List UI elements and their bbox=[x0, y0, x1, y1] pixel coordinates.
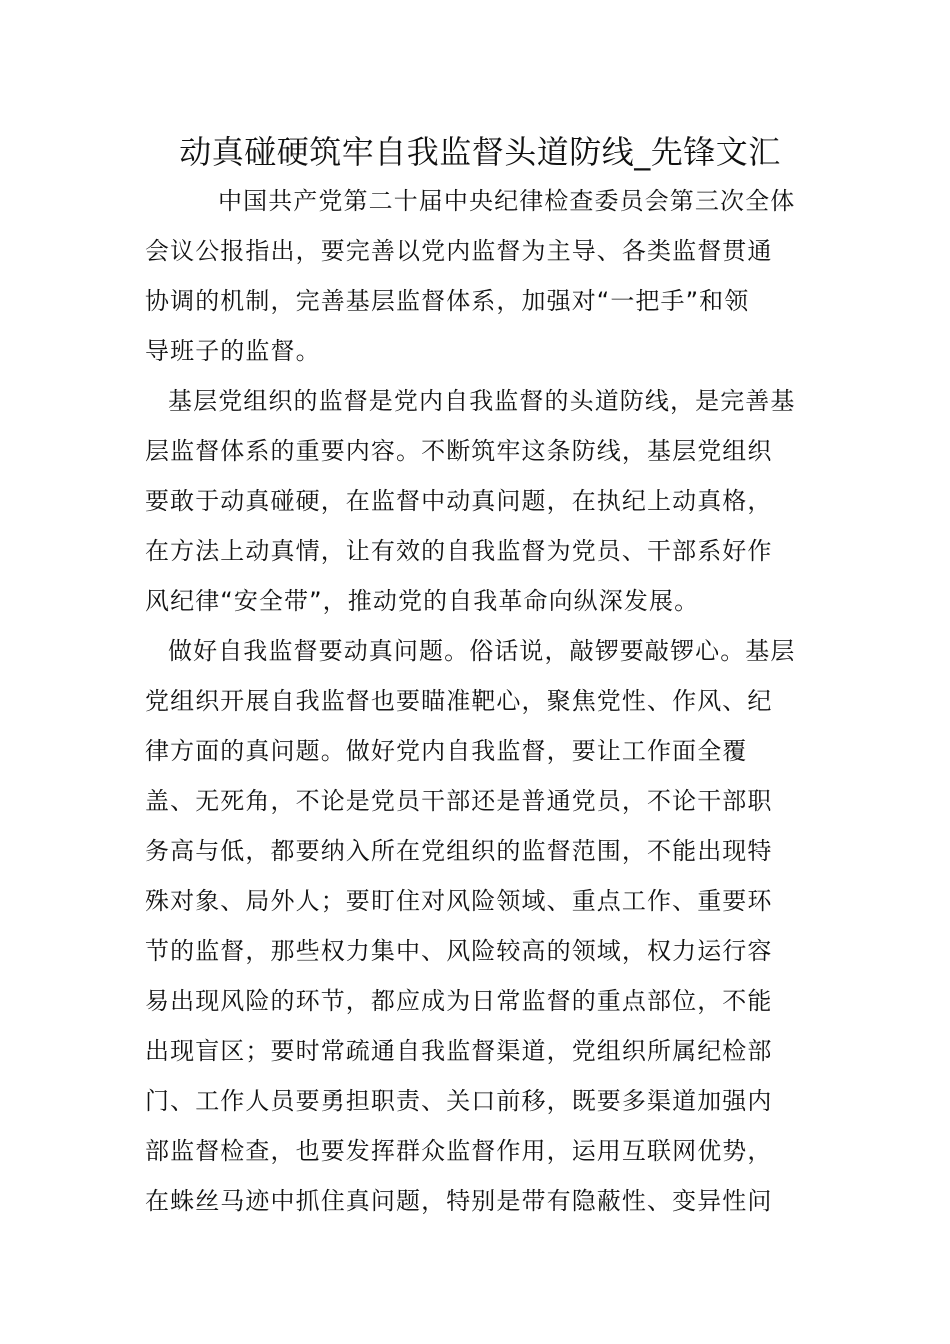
paragraph-3-line-3: 律方面的真问题。做好党内自我监督，要让工作面全覆 bbox=[145, 737, 748, 765]
page-title: 动真碰硬筑牢自我监督头道防线_先锋文汇 bbox=[179, 133, 781, 171]
paragraph-3-line-11: 部监督检查，也要发挥群众监督作用，运用互联网优势， bbox=[145, 1137, 773, 1165]
paragraph-2-line-4: 在方法上动真情，让有效的自我监督为党员、干部系好作 bbox=[145, 537, 773, 565]
paragraph-3-line-1: 做好自我监督要动真问题。俗话说，敲锣要敲锣心。基层 bbox=[168, 637, 796, 665]
paragraph-3-line-8: 易出现风险的环节，都应成为日常监督的重点部位，不能 bbox=[145, 987, 773, 1015]
paragraph-2-line-1: 基层党组织的监督是党内自我监督的头道防线，是完善基 bbox=[168, 387, 796, 415]
paragraph-3-line-7: 节的监督，那些权力集中、风险较高的领域，权力运行容 bbox=[145, 937, 773, 965]
paragraph-2-line-3: 要敢于动真碰硬，在监督中动真问题，在执纪上动真格， bbox=[145, 487, 773, 515]
paragraph-3-line-6: 殊对象、局外人；要盯住对风险领域、重点工作、重要环 bbox=[145, 887, 773, 915]
paragraph-1-line-4: 导班子的监督。 bbox=[145, 337, 321, 365]
paragraph-3-line-5: 务高与低，都要纳入所在党组织的监督范围，不能出现特 bbox=[145, 837, 773, 865]
paragraph-3-line-2: 党组织开展自我监督也要瞄准靶心，聚焦党性、作风、纪 bbox=[145, 687, 773, 715]
paragraph-3-line-9: 出现盲区；要时常疏通自我监督渠道，党组织所属纪检部 bbox=[145, 1037, 773, 1065]
paragraph-3-line-4: 盖、无死角，不论是党员干部还是普通党员，不论干部职 bbox=[145, 787, 773, 815]
paragraph-1-line-1: 中国共产党第二十届中央纪律检查委员会第三次全体 bbox=[218, 187, 796, 215]
paragraph-3-line-10: 门、工作人员要勇担职责、关口前移，既要多渠道加强内 bbox=[145, 1087, 773, 1115]
paragraph-1-line-3: 协调的机制，完善基层监督体系，加强对“一把手”和领 bbox=[145, 287, 750, 315]
paragraph-1-line-2: 会议公报指出，要完善以党内监督为主导、各类监督贯通 bbox=[145, 237, 773, 265]
paragraph-2-line-5: 风纪律“安全带”，推动党的自我革命向纵深发展。 bbox=[145, 587, 700, 615]
paragraph-2-line-2: 层监督体系的重要内容。不断筑牢这条防线，基层党组织 bbox=[145, 437, 773, 465]
paragraph-3-line-12: 在蛛丝马迹中抓住真问题，特别是带有隐蔽性、变异性问 bbox=[145, 1187, 773, 1215]
